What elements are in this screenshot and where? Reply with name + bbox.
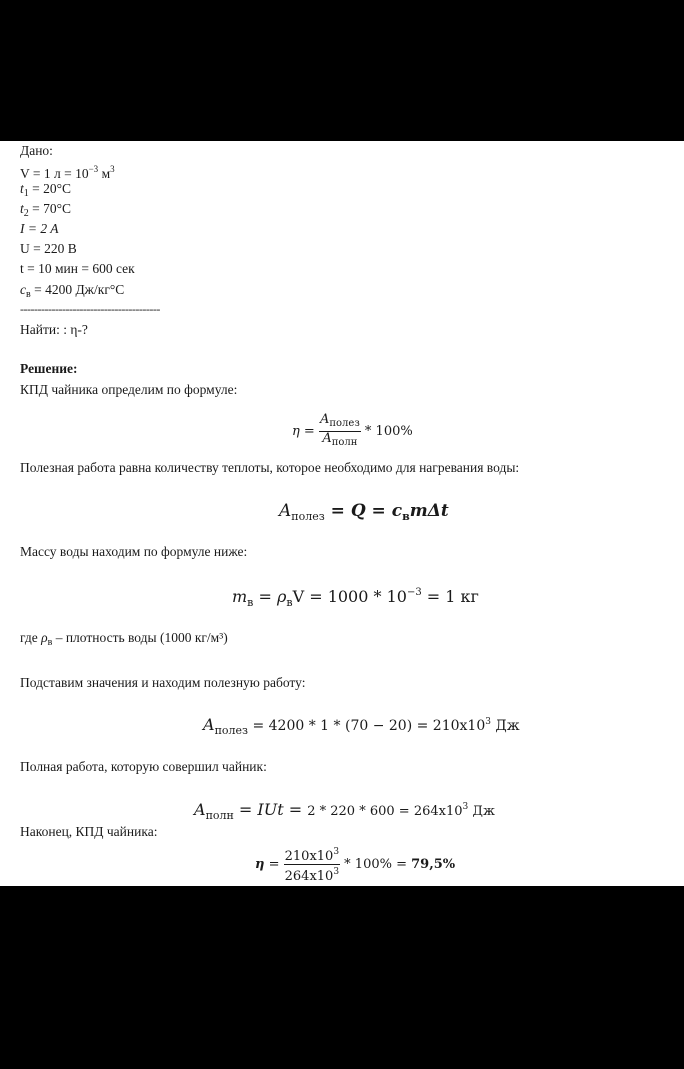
text-line-3: Массу воды находим по формуле ниже: [20,544,248,559]
given-t2: $t_2 = 70^\circ C$ [20,201,72,219]
formula-useful-work: $A_{полез} = Q = c_вm\Delta t$ [279,501,449,523]
given-t1: $t_1 = 20^\circ C$ [20,181,72,199]
solution-document [0,141,684,886]
given-title: Дано: [20,143,53,158]
text-line-density: где $\rho_в$ – плотность воды (1000 кг/м³) [20,630,228,648]
text-line-5: Подставим значения и находим полезную работу: [20,675,306,690]
divider: ---------------------------------------- [20,302,160,316]
text-line-6: Полная работа, которую совершил чайник: [20,759,267,774]
formula-useful-work-value: $A_{полез} = 4200 * 1 * (70 - 20) = 210x10^3$ Дж [203,715,520,737]
formula-efficiency-result: η = $\frac{210x10^3}{264x10^3}$ * 100% = 79,5% [255,847,456,884]
formula-total-work: $A_{полн}$ = IUt = $2 * 220 * 600 = 264x10^3$ Дж [194,800,495,822]
given-voltage: U = 220 В [20,241,77,256]
given-current: I = 2 A [20,221,59,236]
text-line-2: Полезная работа равна количеству теплоты, которое необходимо для нагревания воды: [20,460,520,475]
given-time: t = 10 мин = 600 сек [20,261,135,276]
solution-heading: Решение: [20,361,78,376]
find-line: Найти: : η-? [20,322,88,337]
formula-efficiency: η = $\frac{A_{полез}}{A_{полн}}$ * 100% [292,412,413,448]
given-heat-capacity: $c_в = 4200$ Дж/кг°C [20,282,125,300]
formula-mass: $m_в = \rho_вV = 1000 * 10^{-3} = 1$ кг [232,587,479,609]
text-line-7: Наконец, КПД чайника: [20,824,158,839]
given-volume: V = 1 $л = 10^{-3}$ $м^3$ [20,164,115,181]
text-line-1: КПД чайника определим по формуле: [20,382,238,397]
